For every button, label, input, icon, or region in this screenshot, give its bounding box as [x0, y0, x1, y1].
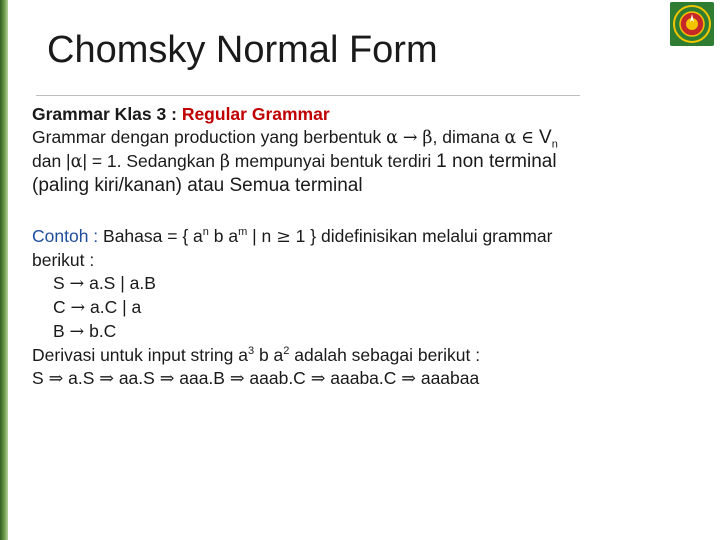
- alpha-symbol: α: [504, 128, 517, 148]
- example-line-1: [32, 225, 682, 249]
- production-rhs: b.C: [84, 321, 117, 341]
- production-lhs: C: [53, 297, 71, 317]
- example-text: Bahasa = { a: [98, 226, 203, 246]
- arrow-symbol: →: [402, 128, 418, 148]
- production-rhs: a.C | a: [85, 297, 142, 317]
- definition-text: mempunyai bentuk terdiri: [229, 151, 437, 171]
- definition-text: Grammar dengan production yang berbentuk: [32, 127, 387, 147]
- v-symbol: V: [539, 127, 552, 148]
- alpha-symbol: α: [386, 128, 398, 148]
- derivation-steps: [32, 367, 682, 391]
- heading-label: Grammar Klas 3 :: [32, 104, 177, 124]
- derive-arrow-symbol: ⇒: [229, 369, 245, 389]
- element-of-symbol: ∈: [521, 128, 535, 148]
- slide-title: Chomsky Normal Form: [47, 29, 438, 71]
- production-lhs: B: [53, 321, 70, 341]
- definition-line-3: (paling kiri/kanan) atau Semua terminal: [32, 175, 363, 196]
- slide-body: [32, 103, 682, 391]
- derivation-step: a.S: [68, 368, 95, 388]
- superscript-3: 3: [247, 345, 255, 358]
- superscript-n: n: [202, 226, 209, 239]
- derivation-text: b a: [254, 345, 284, 365]
- definition-text: | = 1. Sedangkan: [82, 151, 220, 171]
- derivation-text: adalah sebagai berikut :: [289, 345, 481, 365]
- production-rule: [32, 320, 682, 344]
- definition-line-2: [32, 150, 682, 174]
- production-rule: [32, 272, 682, 296]
- example-text: 1 } didefinisikan melalui grammar: [290, 226, 553, 246]
- derive-arrow-symbol: ⇒: [159, 369, 175, 389]
- arrow-symbol: →: [69, 274, 85, 294]
- beta-symbol: β: [422, 128, 433, 148]
- title-divider: [36, 95, 580, 96]
- derive-arrow-symbol: ⇒: [48, 369, 64, 389]
- definition-text: dan |: [32, 151, 71, 171]
- greater-equal-symbol: ≥: [276, 227, 291, 247]
- heading-value: Regular Grammar: [181, 104, 330, 124]
- left-accent-bar: [0, 0, 8, 540]
- derivation-step: aa.S: [118, 368, 155, 388]
- derivation-text: Derivasi untuk input string a: [32, 345, 248, 365]
- superscript-m: m: [238, 226, 248, 239]
- example-text: b a: [208, 226, 239, 246]
- production-rhs: a.S | a.B: [84, 273, 156, 293]
- spacer: [32, 197, 682, 225]
- example-label: Contoh :: [32, 226, 99, 246]
- arrow-symbol: →: [70, 298, 86, 318]
- subscript-n: n: [551, 138, 558, 151]
- derivation-step: aaabaa: [420, 368, 480, 388]
- superscript-2: 2: [283, 345, 290, 358]
- university-seal-icon: [670, 2, 714, 46]
- derive-arrow-symbol: ⇒: [401, 369, 416, 389]
- derivation-step: aaa.B: [179, 368, 225, 388]
- derive-arrow-symbol: ⇒: [99, 369, 114, 389]
- derivation-intro: [32, 344, 682, 367]
- section-heading: [32, 103, 682, 126]
- production-rule: [32, 296, 682, 320]
- definition-text-large: 1 non terminal: [436, 151, 557, 172]
- arrow-symbol: →: [69, 322, 85, 342]
- derivation-step: aaab.C: [249, 368, 306, 388]
- derivation-step: aaaba.C: [330, 368, 397, 388]
- derive-arrow-symbol: ⇒: [310, 369, 326, 389]
- beta-symbol: β: [219, 152, 230, 172]
- production-lhs: S: [53, 273, 70, 293]
- example-text: | n: [247, 226, 277, 246]
- example-line-2: berikut :: [32, 250, 95, 270]
- alpha-symbol: α: [70, 152, 83, 172]
- derivation-step: S: [32, 368, 44, 388]
- definition-line-1: [32, 126, 682, 150]
- definition-text: , dimana: [432, 127, 505, 147]
